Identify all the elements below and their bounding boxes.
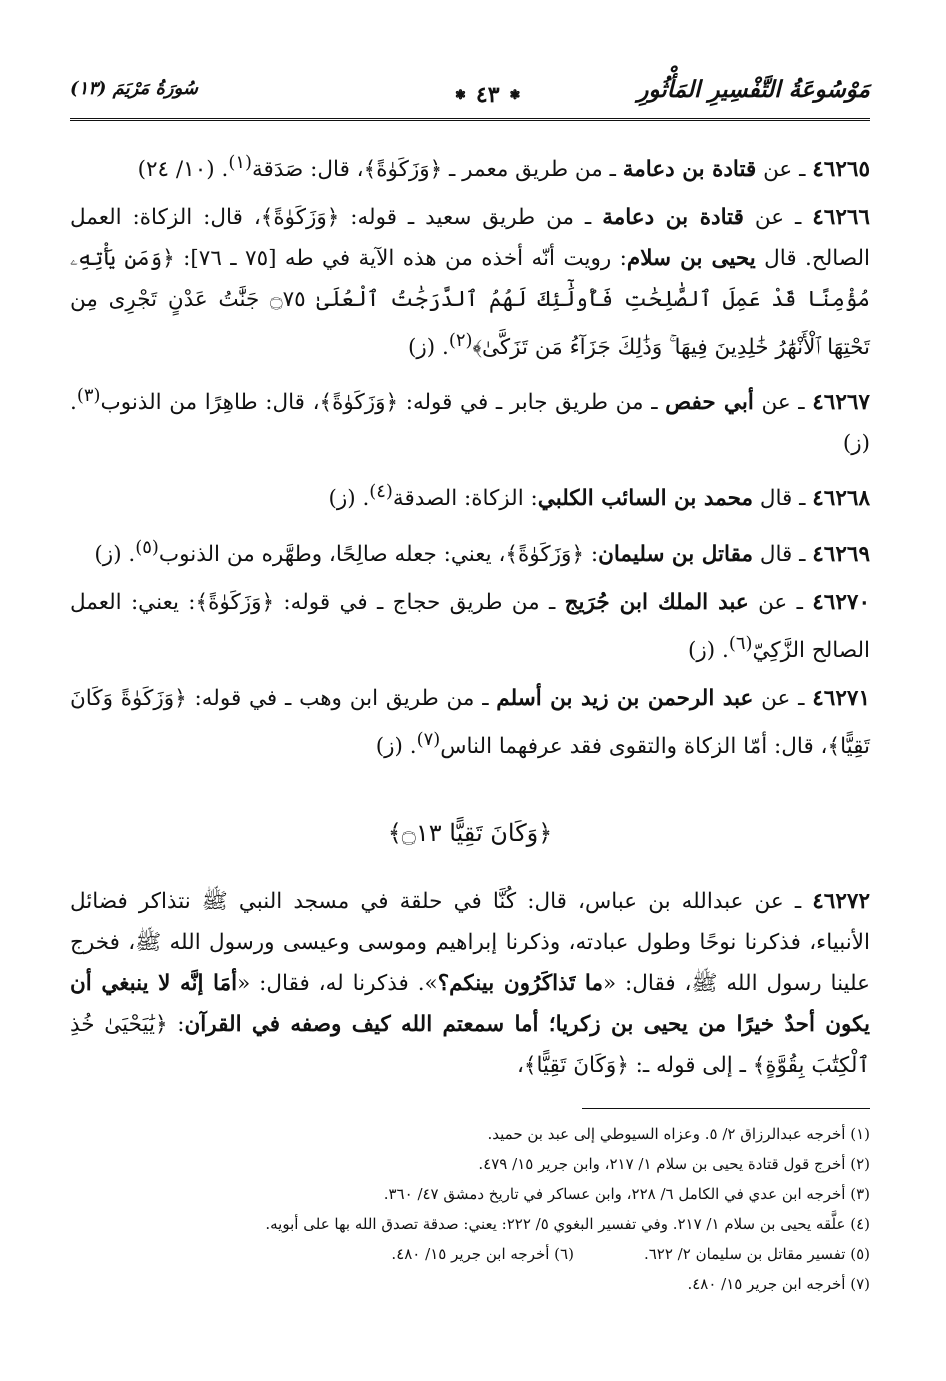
footnotes (70, 1119, 870, 1299)
page-number-block (455, 82, 520, 108)
narration-text: ـ قال (752, 486, 806, 512)
surah-title: سُورَةُ مَرْيَمَ (١٣) (70, 78, 198, 99)
footnote: (١) أخرجه عبدالرزاق ٢/ ٥. وعزاه السيوطي إلى عبد بن حميد. (487, 1125, 870, 1144)
narrator-name: محمد بن السائب الكلبي (537, 486, 753, 512)
page-body (70, 142, 870, 1299)
footnote: (٣) أخرجه ابن عدي في الكامل ٦/ ٢٢٨، وابن عساكر في تاريخ دمشق ٤٧/ ٣٦٠. (383, 1185, 870, 1204)
narration-text: ـ عن (743, 205, 802, 231)
narration-text: ـ من طريق ابن وهب ـ في قوله: ﴿وَزَكَوٰةً وَكَانَ تَقِيًّا﴾، قال: أمّا الزكاة والتقوى فقد عرفهما الناس (70, 685, 870, 760)
narration-text: . (ز) (375, 734, 417, 760)
header-rule (70, 118, 870, 121)
narration-number: ٤٦٢٦٧ (812, 390, 870, 416)
narration-text: : ﴿وَزَكَوٰةً﴾، يعني: جعله صالِحًا، وطهَّره من الذنوب (158, 541, 599, 567)
ornament-icon: ❃ (509, 87, 521, 103)
narration-entry (70, 375, 870, 464)
footnote-row (70, 1239, 870, 1269)
hadith-quote: ما تَذاكَرُون بينكم؟ (437, 971, 603, 997)
ornament-icon: ❃ (455, 87, 466, 103)
footnote: (٢) أخرج قول قتادة يحيى بن سلام ١/ ٢١٧، وابن جرير ١٥/ ٤٧٩. (478, 1155, 870, 1174)
narrator-name: عبد الرحمن بن زيد بن أسلم (496, 685, 754, 711)
narration-number: ٤٦٢٧١ (812, 685, 870, 711)
footnote: (٤) علَّقه يحيى بن سلام ١/ ٢١٧. وفي تفسير البغوي ٥/ ٢٢٢: يعني: صدقة تصدق الله بها على أبويه. (265, 1215, 870, 1234)
narration-text: ـ عن (753, 390, 805, 416)
narration-number: ٤٦٢٦٨ (812, 486, 870, 512)
narration-text: : الزكاة: الصدقة (392, 486, 538, 512)
narrator-name: أبي حفص (665, 390, 754, 416)
narrator-name: قتادة بن دعامة (602, 205, 744, 231)
narration-text: . (ز) (328, 486, 370, 512)
narration-number: ٤٦٢٧٢ (812, 889, 870, 915)
verse-section-heading: ﴿وَكَانَ تَقِيًّا ۝١٣﴾ (387, 819, 553, 848)
footnote: (٧) أخرجه ابن جرير ١٥/ ٤٨٠. (687, 1275, 870, 1294)
narration-text: . (ز) (408, 335, 449, 361)
narration-entry (70, 582, 870, 671)
narration-text: ـ عن عبدالله بن عباس، قال: كُنَّا في حلقة في مسجد النبي ﷺ نتذاكر فضائل الأنبياء، فذكرنا نوحًا وطول عبادته، وذكرنا إبراهيم وموسى وعيسى ورسول الله ﷺ، فخرج علينا رسول الله ﷺ، فقال: « (70, 889, 870, 997)
narration-text: : رويت أنّه أخذه من هذه الآية في طه [٧٥ ـ ٧٦]: ﴿وَمَن يَأْتِهِۦ مُؤْمِنًا قَدْ عَمِلَ ٱلصَّٰلِحَٰتِ فَأُولَٰٓئِكَ لَهُمُ ٱلدَّرَجَٰتُ ٱلْعُلَىٰ ۝٧٥ جَنَّٰتُ عَدْنٍ تَجْرِى مِن تَحْتِهَا ٱلْأَنْهَٰرُ خَٰلِدِينَ فِيهَا ۚ وَذَٰلِكَ جَزَآءُ مَن تَزَكَّىٰ﴾ (70, 246, 870, 361)
footnote: (٦) أخرجه ابن جرير ١٥/ ٤٨٠. (391, 1245, 574, 1264)
narration-text: ـ من طريق حجاج ـ في قوله: ﴿وَزَكَوٰةً﴾: يعني: العمل الصالح الزَّكِيّ (70, 589, 870, 663)
footnote-ref[interactable]: (٤) (369, 481, 393, 503)
narration-text: . (ز) (70, 390, 870, 457)
narration-number: ٤٦٢٧٠ (812, 589, 870, 615)
narrator-name: يحيى بن سلام (626, 246, 756, 272)
narration-number: ٤٦٢٦٩ (812, 541, 870, 567)
narration-entry (70, 197, 870, 368)
footnote-ref[interactable]: (٧) (416, 728, 441, 750)
narration-text: ـ قال (752, 541, 806, 567)
narration-text: : ﴿يَٰيَحْيَىٰ خُذِ ٱلْكِتَٰبَ بِقُوَّةٍ﴾ ـ إلى قوله ـ: ﴿وَكَانَ تَقِيًّا﴾، (70, 1012, 870, 1079)
narration-text: ـ من طريق سعيد ـ قوله: ﴿وَزَكَوٰةً﴾، قال: الزكاة: العمل الصالح. قال (70, 205, 871, 272)
narrator-name: عبد الملك ابن جُرَيج (564, 589, 749, 615)
narration-text: . (ز) (688, 637, 729, 663)
narration-text: . (١٠/ ٢٤) (137, 157, 229, 183)
footnote-ref[interactable]: (٦) (728, 632, 753, 654)
footnote: (٥) تفسير مقاتل بن سليمان ٢/ ٦٢٢. (643, 1245, 870, 1264)
page-number: ٤٣ (475, 82, 500, 108)
footnote-ref[interactable]: (١) (228, 152, 252, 173)
narration-text: ـ عن (753, 685, 805, 711)
narration-entry (70, 527, 870, 575)
footnote-ref[interactable]: (٣) (76, 385, 101, 407)
narration-number: ٤٦٢٦٥ (812, 157, 870, 183)
narration-text: ـ من طريق معمر ـ ﴿وَزَكَوٰةً﴾، قال: صَدَقة (251, 157, 623, 183)
narration-text: . (ز) (94, 541, 136, 567)
narrator-name: قتادة بن دعامة (622, 157, 757, 183)
narration-text: ـ عن (756, 157, 806, 183)
page-header (70, 0, 870, 112)
narrator-name: مقاتل بن سليمان (598, 541, 753, 567)
narration-entry (70, 471, 870, 519)
narration-text: ». فذكرنا له، فقال: « (237, 971, 438, 997)
narration-entry (70, 881, 870, 1086)
narration-number: ٤٦٢٦٦ (812, 205, 870, 231)
footnote-ref[interactable]: (٢) (448, 330, 473, 352)
footnote-ref[interactable]: (٥) (135, 536, 159, 558)
narration-text: ـ من طريق جابر ـ في قوله: ﴿وَزَكَوٰةً﴾، قال: طاهِرًا من الذنوب (100, 390, 666, 416)
narration-entry (70, 678, 870, 767)
narration-entry (70, 142, 870, 190)
book-title: مَوْسُوعَةُ التَّفْسِيرِ المَأْثُورِ (637, 76, 870, 103)
narration-text: ـ عن (748, 589, 803, 615)
hadith-quote: أمَا إنَّه لا ينبغي أن يكون أحدٌ خيرًا من يحيى بن زكريا؛ أما سمعتم الله كيف وصفه في القرآن (70, 971, 870, 1038)
footnote-separator (582, 1108, 870, 1109)
